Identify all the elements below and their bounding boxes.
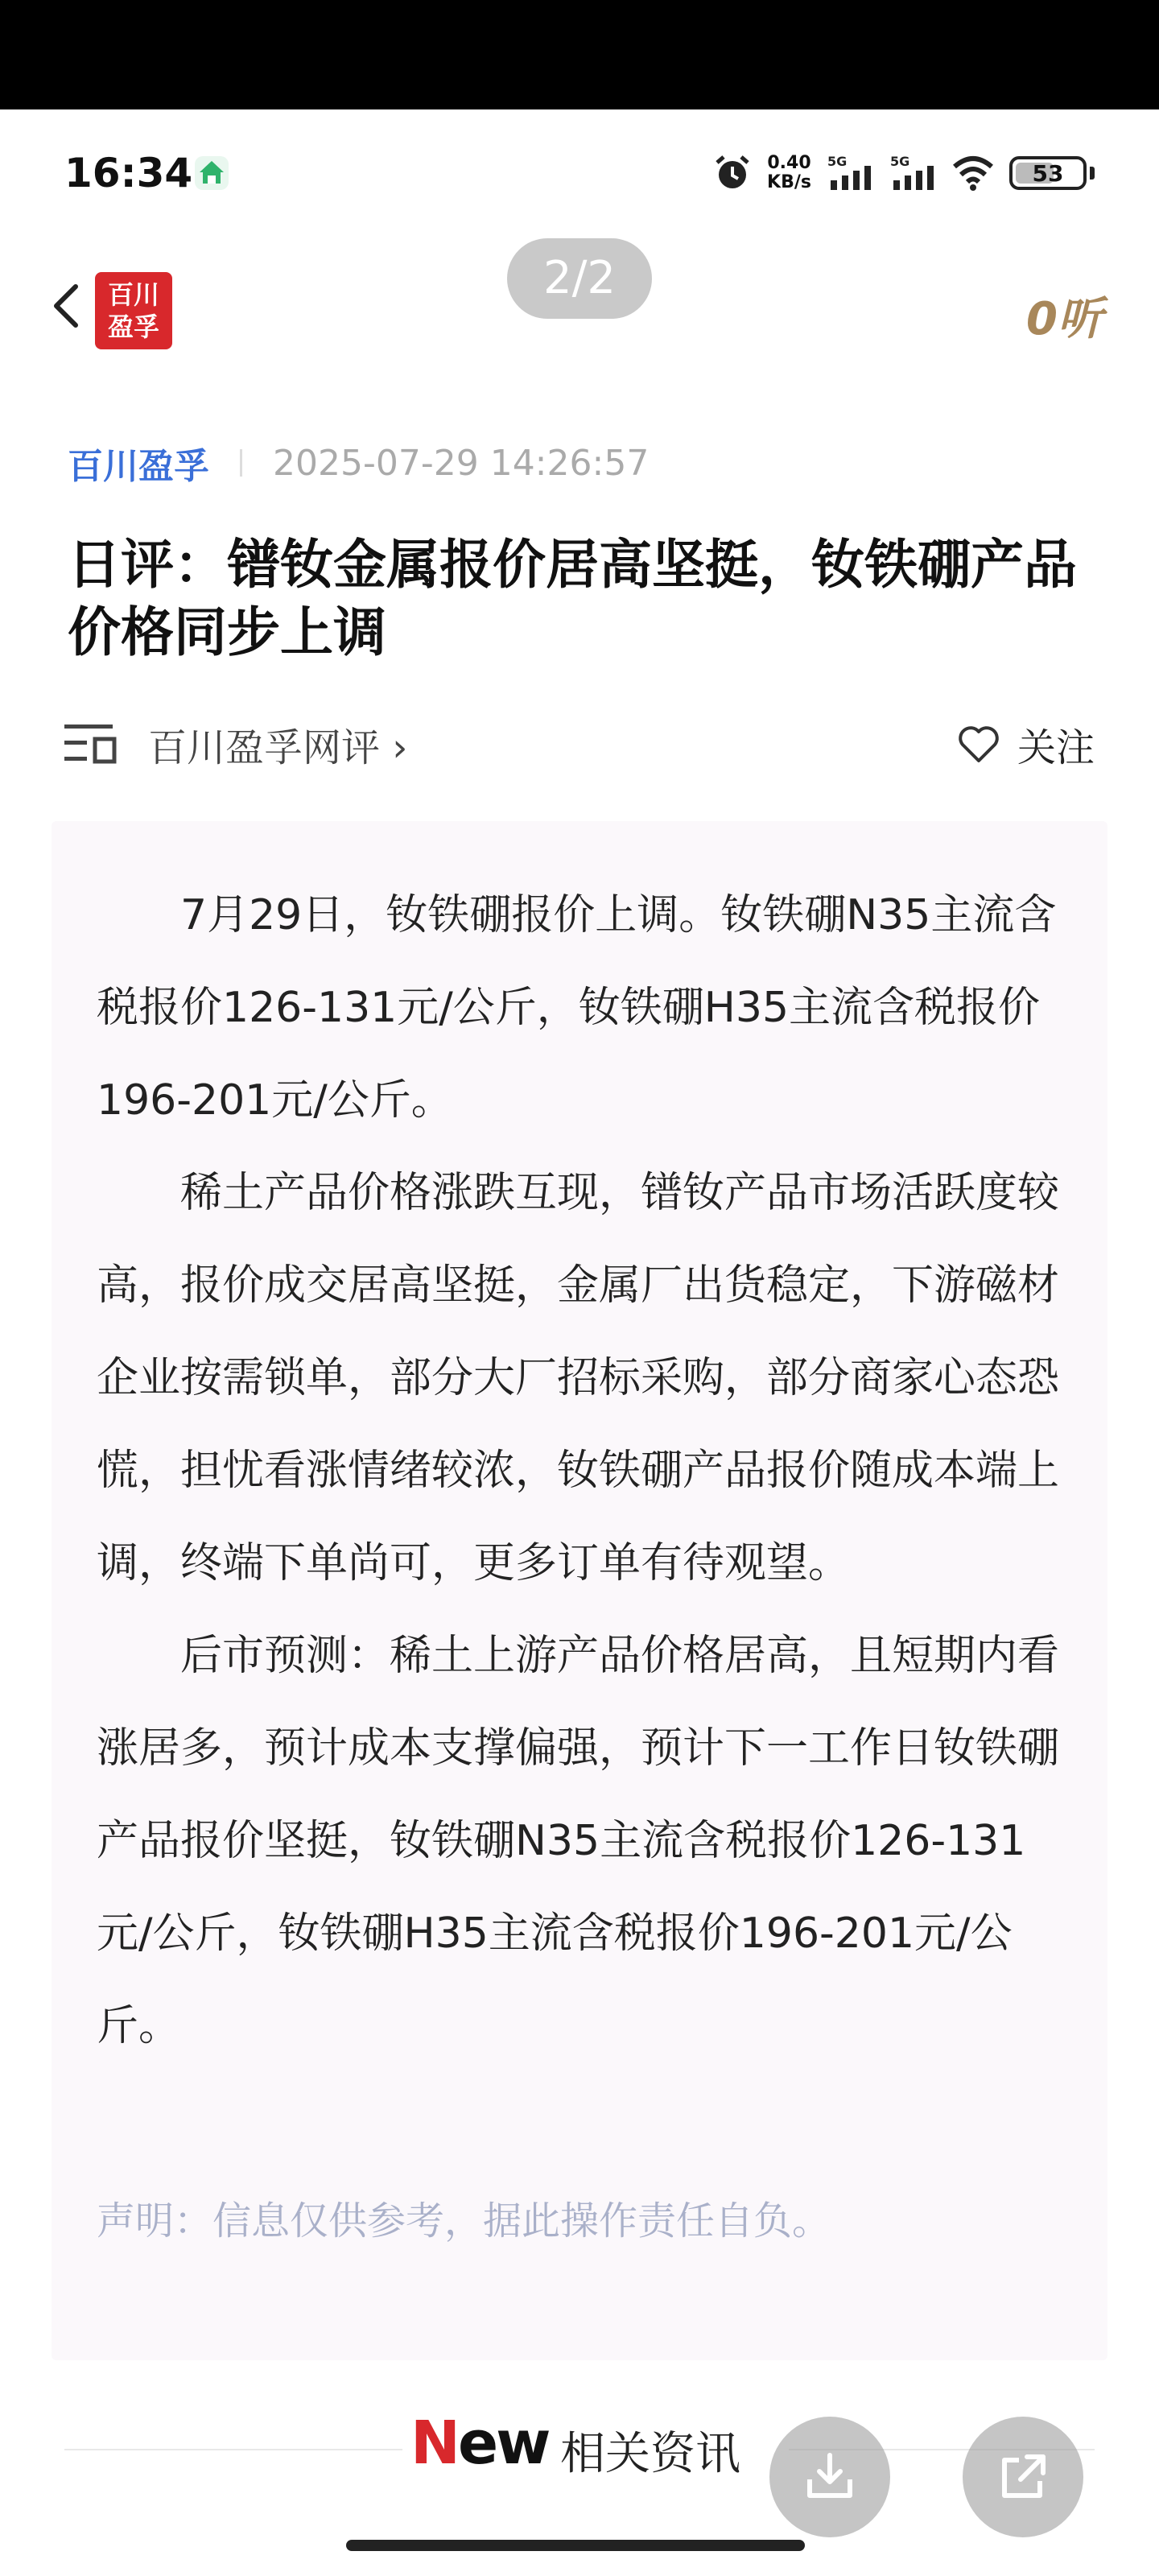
svg-text:5G: 5G xyxy=(890,154,910,169)
paragraph: 7月29日，钕铁硼报价上调。钕铁硼N35主流含税报价126-131元/公斤，钕铁硼H35主流含税报价196-201元/公斤。 xyxy=(97,891,1057,1125)
status-bar xyxy=(0,109,1159,235)
article-header xyxy=(0,235,1159,380)
share-icon xyxy=(995,2449,1051,2505)
listen-button[interactable]: 0听 xyxy=(1026,293,1103,345)
article-body-card xyxy=(52,821,1107,2360)
disclaimer: 声明：信息仅供参考，据此操作责任自负。 xyxy=(97,2198,831,2244)
home-indicator[interactable] xyxy=(346,2540,805,2551)
related-news-header xyxy=(64,2399,1095,2496)
source-name[interactable]: 百川盈孚 xyxy=(68,446,209,487)
top-black-bar xyxy=(0,0,1159,109)
battery-icon: 53 xyxy=(1009,156,1087,190)
publish-date: 2025-07-29 14:26:57 xyxy=(273,442,650,484)
paragraph: 后市预测：稀土上游产品价格居高，且短期内看涨居多，预计成本支撑偏强，预计下一工作日钕铁硼产品报价坚挺，钕铁硼N35主流含税报价126-131元/公斤，钕铁硼H35主流含税报价196-201元/公斤。 xyxy=(97,1632,1060,2050)
share-button[interactable] xyxy=(963,2417,1083,2537)
article-title: 日评：镨钕金属报价居高坚挺，钕铁硼产品价格同步上调 xyxy=(68,534,1077,663)
signal-icon-2 xyxy=(889,153,937,193)
paragraph: 稀土产品价格涨跌互现，镨钕产品市场活跃度较高，报价成交居高坚挺，金属厂出货稳定，下游磁材企业按需锁单，部分大厂招标采购，部分商家心态恐慌，担忧看涨情绪较浓，钕铁硼产品报价随成本端上调，终端下单尚可，更多订单有待观望。 xyxy=(97,1169,1060,1587)
alarm-icon xyxy=(712,153,753,193)
column-row xyxy=(64,708,1095,773)
column-list-icon xyxy=(64,723,118,765)
back-icon[interactable] xyxy=(50,282,82,330)
follow-button[interactable] xyxy=(958,716,1095,772)
home-app-icon xyxy=(193,155,230,192)
network-speed: 0.40 KB/s xyxy=(767,153,811,192)
follow-label: 关注 xyxy=(1017,725,1095,770)
download-button[interactable] xyxy=(769,2417,890,2537)
heart-icon xyxy=(958,725,1000,764)
article-meta xyxy=(68,435,649,491)
wifi-icon xyxy=(951,155,995,191)
svg-text:5G: 5G xyxy=(827,154,848,169)
signal-icon xyxy=(826,153,874,193)
publisher-logo[interactable]: 百川 盈孚 xyxy=(95,272,172,349)
column-link[interactable]: 百川盈孚网评 › xyxy=(148,725,408,770)
status-right xyxy=(712,145,1095,201)
status-time: 16:34 xyxy=(64,150,193,196)
divider xyxy=(64,2449,402,2450)
download-icon xyxy=(802,2449,858,2505)
article-paragraphs xyxy=(97,869,1070,2073)
related-news-label: 相关资讯 xyxy=(560,2428,740,2480)
page-indicator: 2/2 xyxy=(507,238,652,319)
meta-divider xyxy=(240,449,242,477)
new-badge: New xyxy=(410,2409,549,2478)
